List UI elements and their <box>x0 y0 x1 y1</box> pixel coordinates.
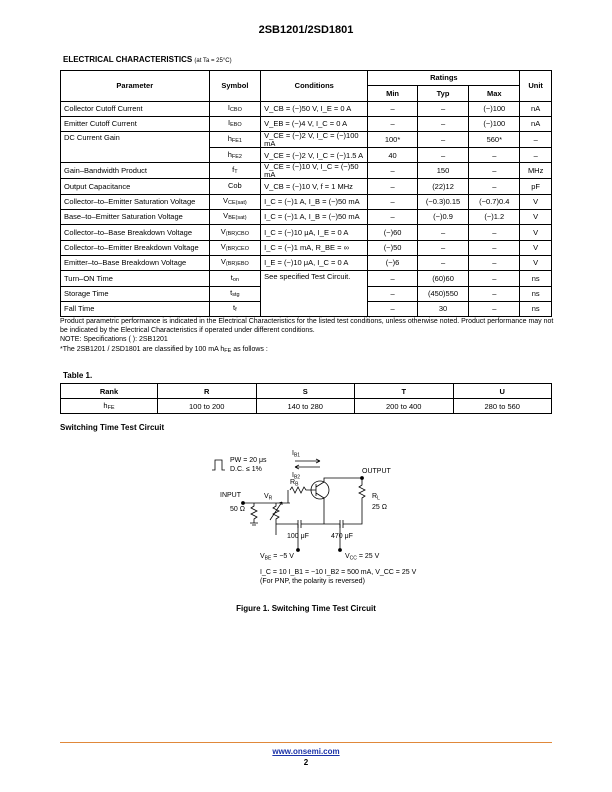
rl-resistor-icon <box>359 478 365 508</box>
input-resistor-icon <box>251 503 257 523</box>
ec-cell-typ: – <box>417 101 469 116</box>
table1-rank: S <box>256 384 355 399</box>
ec-cell-conditions: V_CE = (−)10 V, I_C = (−)50 mA <box>261 163 368 179</box>
ib2-arrow-icon <box>295 465 320 469</box>
ec-cell-max: (−0.7)0.4 <box>469 194 520 209</box>
ib1-arrow-icon <box>295 459 320 463</box>
electrical-characteristics-heading <box>63 55 232 64</box>
note-performance: Product parametric performance is indicated in the Electrical Characteristics for the listed test conditions, unless otherwise noted. Product performance may not be indicated by the Electrical Characteristics if operated under different conditions. <box>60 318 554 335</box>
current-equation: I_C = 10 I_B1 = −10 I_B2 = 500 mA, V_CC = 25 V <box>260 569 417 576</box>
ec-cell-min: 40 <box>368 148 417 163</box>
ec-cell-max: – <box>469 271 520 286</box>
table1-title: Table 1. <box>63 371 93 380</box>
rb-label: $R_B$ <box>290 479 299 488</box>
ec-cell-parameter: Collector–to–Emitter Saturation Voltage <box>61 194 210 209</box>
ec-cell-parameter: Base–to–Emitter Saturation Voltage <box>61 210 210 225</box>
ec-cell-parameter: Gain–Bandwidth Product <box>61 163 210 179</box>
ec-cell-symbol: hFE2 <box>209 148 261 163</box>
ec-cell-symbol: V(BR)CBO <box>209 225 261 240</box>
ec-condition: (at Ta = 25°C) <box>194 58 232 64</box>
ec-cell-typ: (60)60 <box>417 271 469 286</box>
ec-cell-min: – <box>368 286 417 301</box>
ec-cell-conditions: V_EB = (−)4 V, I_C = 0 A <box>261 116 368 131</box>
ec-row <box>61 240 552 255</box>
ec-cell-conditions: I_C = (−)1 mA, R_BE = ∞ <box>261 240 368 255</box>
ec-cell-max: – <box>469 286 520 301</box>
table1-value: 140 to 280 <box>256 399 355 414</box>
ec-cell-min: – <box>368 301 417 316</box>
ec-cell-min: – <box>368 194 417 209</box>
col-unit: Unit <box>520 71 552 102</box>
ec-cell-unit: ns <box>520 286 552 301</box>
input-label: INPUT <box>220 492 241 499</box>
output-label: OUTPUT <box>362 468 391 475</box>
ec-cell-max: – <box>469 179 520 194</box>
ec-cell-typ: (22)12 <box>417 179 469 194</box>
ec-row <box>61 132 552 148</box>
ec-cell-min: – <box>368 179 417 194</box>
table1-rank: R <box>158 384 257 399</box>
ec-cell-max: (−)1.2 <box>469 210 520 225</box>
col-symbol: Symbol <box>209 71 261 102</box>
ec-cell-symbol: fT <box>209 163 261 179</box>
ec-row <box>61 225 552 240</box>
ec-cell-conditions: V_CB = (−)10 V, f = 1 MHz <box>261 179 368 194</box>
ec-cell-unit: V <box>520 194 552 209</box>
ec-cell-unit: nA <box>520 101 552 116</box>
ec-cell-symbol: IEBO <box>209 116 261 131</box>
ec-cell-parameter: Output Capacitance <box>61 179 210 194</box>
ec-cell-typ: 150 <box>417 163 469 179</box>
ec-cell-conditions: V_CB = (−)50 V, I_E = 0 A <box>261 101 368 116</box>
ib1-label: $I_{B1}$ <box>292 450 301 459</box>
switching-time-circuit <box>200 440 420 590</box>
polarity-note: (For PNP, the polarity is reversed) <box>260 578 365 585</box>
ec-cell-max: – <box>469 163 520 179</box>
ec-cell-max: – <box>469 240 520 255</box>
ec-cell-max: – <box>469 225 520 240</box>
ec-cell-parameter: Emitter Cutoff Current <box>61 116 210 131</box>
ec-cell-typ: (−)0.9 <box>417 210 469 225</box>
cap1-label: 100 μF <box>287 533 309 540</box>
ec-cell-typ: – <box>417 225 469 240</box>
ec-row <box>61 101 552 116</box>
ec-cell-min: 100* <box>368 132 417 148</box>
vbe-label: $V_{BE} = -5$ V <box>260 553 294 562</box>
ec-cell-symbol: tf <box>209 301 261 316</box>
rl-value: 25 Ω <box>372 504 387 511</box>
ec-cell-unit: ns <box>520 301 552 316</box>
ec-cell-conditions: I_C = (−)10 μA, I_E = 0 A <box>261 225 368 240</box>
col-ratings: Ratings <box>368 71 520 86</box>
ec-cell-max: 560* <box>469 132 520 148</box>
col-parameter: Parameter <box>61 71 210 102</box>
ec-cell-symbol: ton <box>209 271 261 286</box>
rl-label: $R_L$ <box>372 493 380 502</box>
ec-cell-symbol: V(BR)EBO <box>209 255 261 270</box>
table1-hfe-label: hFE <box>61 399 158 414</box>
footer-link[interactable]: www.onsemi.com <box>272 747 340 756</box>
figure-caption: Figure 1. Switching Time Test Circuit <box>236 604 376 613</box>
ec-cell-max: (−)100 <box>469 116 520 131</box>
electrical-characteristics-table <box>60 70 552 317</box>
ec-cell-symbol: V(BR)CEO <box>209 240 261 255</box>
footer-rule <box>60 742 552 743</box>
col-typ: Typ <box>417 86 469 101</box>
ec-cell-max: – <box>469 255 520 270</box>
ec-cell-typ: – <box>417 255 469 270</box>
ec-cell-parameter: Storage Time <box>61 286 210 301</box>
ec-cell-typ: (450)550 <box>417 286 469 301</box>
table1-rank-label: Rank <box>61 384 158 399</box>
table1-value: 200 to 400 <box>355 399 454 414</box>
ec-cell-min: – <box>368 271 417 286</box>
ec-cell-symbol: Cob <box>209 179 261 194</box>
ec-cell-max: – <box>469 148 520 163</box>
col-max: Max <box>469 86 520 101</box>
ec-row <box>61 163 552 179</box>
table1-value: 280 to 560 <box>453 399 552 414</box>
ec-cell-conditions: I_E = (−)10 μA, I_C = 0 A <box>261 255 368 270</box>
ec-row <box>61 179 552 194</box>
ec-cell-conditions: V_CE = (−)2 V, I_C = (−)100 mA <box>261 132 368 148</box>
ec-row <box>61 255 552 270</box>
ec-cell-symbol: ICBO <box>209 101 261 116</box>
ec-row <box>61 271 552 286</box>
ec-row <box>61 210 552 225</box>
ec-cell-unit: V <box>520 240 552 255</box>
ec-cell-min: (−)50 <box>368 240 417 255</box>
vcc-label: $V_{CC} = 25$ V <box>345 553 380 562</box>
switching-circuit-heading: Switching Time Test Circuit <box>60 423 165 432</box>
ec-cell-unit: V <box>520 210 552 225</box>
input-resistance: 50 Ω <box>230 506 245 513</box>
pulse-icon <box>212 460 225 470</box>
ec-cell-parameter: Turn–ON Time <box>61 271 210 286</box>
pw-label: PW = 20 μs <box>230 457 267 464</box>
ec-cell-unit: pF <box>520 179 552 194</box>
ec-cell-unit: V <box>520 255 552 270</box>
ec-cell-min: (−)60 <box>368 225 417 240</box>
ec-cell-parameter: Fall Time <box>61 301 210 316</box>
ec-cell-typ: – <box>417 116 469 131</box>
ec-cell-conditions: I_C = (−)1 A, I_B = (−)50 mA <box>261 194 368 209</box>
ec-cell-unit: – <box>520 148 552 163</box>
note-classification: *The 2SB1201 / 2SD1801 are classified by 100 mA hFE as follows : <box>60 345 268 354</box>
table1 <box>60 383 552 414</box>
ec-cell-typ: – <box>417 132 469 148</box>
ec-cell-conditions: V_CE = (−)2 V, I_C = (−)1.5 A <box>261 148 368 163</box>
ec-cell-parameter: Collector–to–Emitter Breakdown Voltage <box>61 240 210 255</box>
ec-cell-symbol: tstg <box>209 286 261 301</box>
ec-cell-symbol: VCE(sat) <box>209 194 261 209</box>
col-min: Min <box>368 86 417 101</box>
ec-cell-unit: nA <box>520 116 552 131</box>
notes <box>60 317 555 356</box>
ec-cell-typ: 30 <box>417 301 469 316</box>
ec-row <box>61 116 552 131</box>
rb-resistor-icon <box>290 487 312 493</box>
page-number: 2 <box>303 758 309 767</box>
dc-label: D.C. ≤ 1% <box>230 466 262 473</box>
ec-cell-min: – <box>368 116 417 131</box>
table1-rank: U <box>453 384 552 399</box>
ec-cell-min: (−)6 <box>368 255 417 270</box>
ec-cell-typ: (−0.3)0.15 <box>417 194 469 209</box>
table1-value: 100 to 200 <box>158 399 257 414</box>
col-conditions: Conditions <box>261 71 368 102</box>
ec-cell-parameter: DC Current Gain <box>61 132 210 163</box>
ec-cell-typ: – <box>417 240 469 255</box>
ec-cell-parameter: Collector Cutoff Current <box>61 101 210 116</box>
ec-title: ELECTRICAL CHARACTERISTICS <box>63 55 193 64</box>
ec-cell-conditions: I_C = (−)1 A, I_B = (−)50 mA <box>261 210 368 225</box>
table1-rank: T <box>355 384 454 399</box>
cap2-label: 470 μF <box>331 533 353 540</box>
ec-cell-min: – <box>368 101 417 116</box>
ec-cell-parameter: Collector–to–Base Breakdown Voltage <box>61 225 210 240</box>
ec-cell-parameter: Emitter–to–Base Breakdown Voltage <box>61 255 210 270</box>
ec-cell-symbol: hFE1 <box>209 132 261 148</box>
ec-cell-max: (−)100 <box>469 101 520 116</box>
ec-cell-min: – <box>368 210 417 225</box>
ec-cell-unit: MHz <box>520 163 552 179</box>
ec-cell-max: – <box>469 301 520 316</box>
ec-cell-conditions: See specified Test Circuit. <box>261 271 368 317</box>
ec-row <box>61 194 552 209</box>
vr-label: $V_R$ <box>264 493 273 502</box>
ec-cell-unit: ns <box>520 271 552 286</box>
ec-cell-min: – <box>368 163 417 179</box>
ec-cell-unit: V <box>520 225 552 240</box>
ec-cell-symbol: VBE(sat) <box>209 210 261 225</box>
ib2-label: $I_{B2}$ <box>292 472 301 481</box>
ec-cell-typ: – <box>417 148 469 163</box>
note-specifications: NOTE: Specifications ( ): 2SB1201 <box>60 336 168 344</box>
page-title: 2SB1201/2SD1801 <box>258 24 354 36</box>
ec-cell-unit: – <box>520 132 552 148</box>
